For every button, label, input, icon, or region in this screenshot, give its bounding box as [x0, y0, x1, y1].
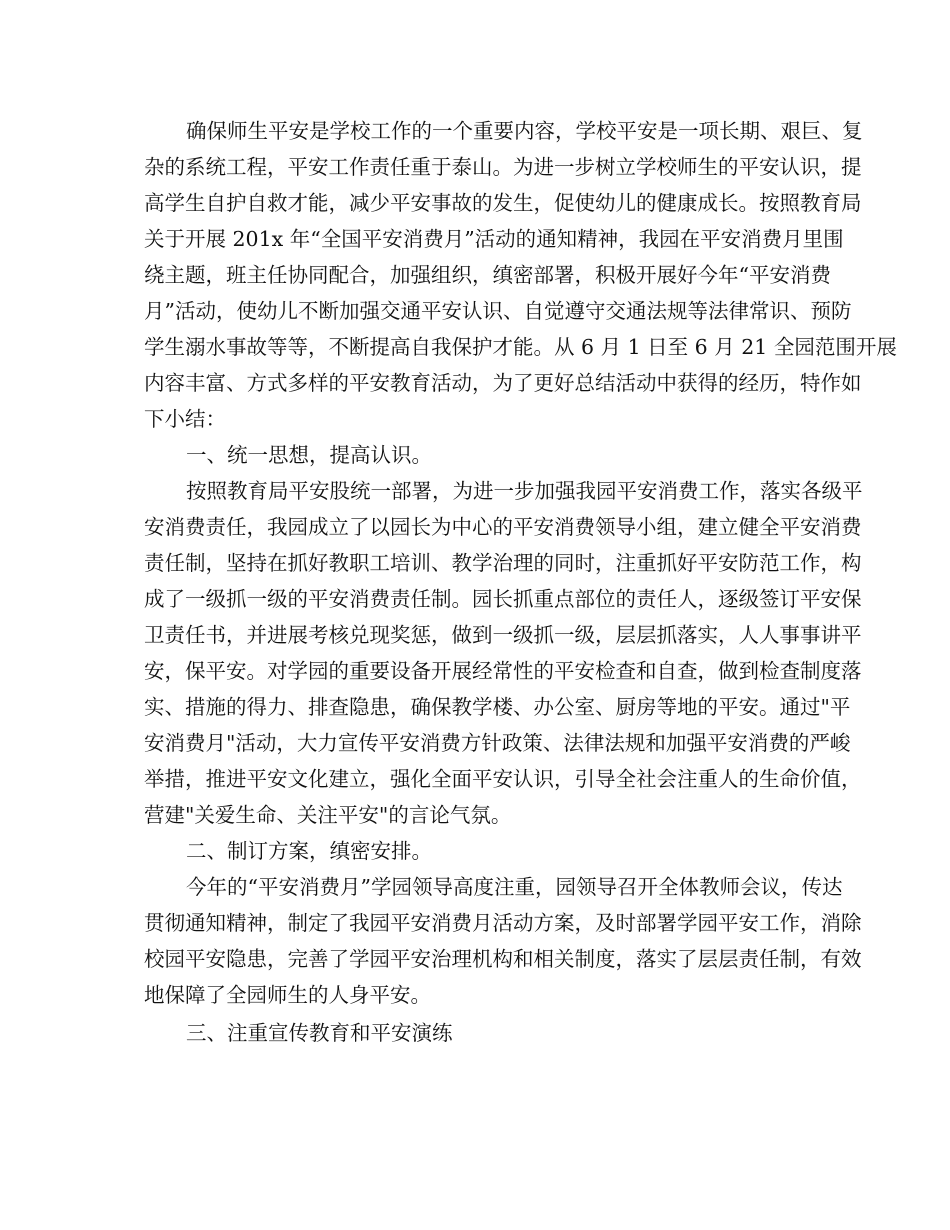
paragraph-intro-line-5: 绕主题，班主任协同配合，加强组织，缜密部署，积极开展好今年“平安消费: [144, 263, 831, 287]
section-1-line-10: 营建"关爱生命、关注平安"的言论气氛。: [144, 803, 512, 827]
section-1-line-6: 安，保平安。对学园的重要设备开展经常性的平安检查和自查，做到检查制度落: [144, 659, 862, 683]
paragraph-intro-line-4: 关于开展 201x 年“全国平安消费月”活动的通知精神，我园在平安消费月里围: [144, 227, 844, 251]
section-1-line-8: 安消费月"活动，大力宣传平安消费方针政策、法律法规和加强平安消费的严峻: [144, 731, 851, 755]
paragraph-intro-line-7: 学生溺水事故等等，不断提高自我保护才能。从 6 月 1 日至 6 月 21 全园范围开展: [144, 335, 897, 359]
section-2-line-4: 地保障了全园师生的人身平安。: [144, 983, 431, 1007]
section-2-line-3: 校园平安隐患，完善了学园平安治理机构和相关制度，落实了层层责任制，有效: [144, 947, 862, 971]
section-1-line-4: 成了一级抓一级的平安消费责任制。园长抓重点部位的责任人，逐级签订平安保: [144, 587, 862, 611]
section-1-line-5: 卫责任书，并进展考核兑现奖惩，做到一级抓一级，层层抓落实，人人事事讲平: [144, 623, 862, 647]
section-1-line-2: 安消费责任，我园成立了以园长为中心的平安消费领导小组，建立健全平安消费: [144, 515, 862, 539]
section-heading-3: 三、注重宣传教育和平安演练: [186, 1021, 453, 1045]
section-2-line-1: 今年的“平安消费月”学园领导高度注重，园领导召开全体教师会议，传达: [186, 875, 843, 899]
section-1-line-1: 按照教育局平安股统一部署，为进一步加强我园平安消费工作，落实各级平: [186, 479, 863, 503]
paragraph-intro-line-6: 月”活动，使幼儿不断加强交通平安认识、自觉遵守交通法规等法律常识、预防: [144, 299, 852, 323]
paragraph-intro-line-3: 高学生自护自救才能，减少平安事故的发生，促使幼儿的健康成长。按照教育局: [144, 191, 862, 215]
section-1-line-3: 责任制，坚持在抓好教职工培训、教学治理的同时，注重抓好平安防范工作，构: [144, 551, 862, 575]
paragraph-intro-line-9: 下小结：: [144, 407, 226, 431]
paragraph-intro-line-2: 杂的系统工程，平安工作责任重于泰山。为进一步树立学校师生的平安认识，提: [144, 155, 862, 179]
section-1-line-9: 举措，推进平安文化建立，强化全面平安认识，引导全社会注重人的生命价值，: [144, 767, 862, 791]
section-2-line-2: 贯彻通知精神，制定了我园平安消费月活动方案，及时部署学园平安工作，消除: [144, 911, 862, 935]
paragraph-intro-line-8: 内容丰富、方式多样的平安教育活动，为了更好总结活动中获得的经历，特作如: [144, 371, 862, 395]
paragraph-intro-line-1: 确保师生平安是学校工作的一个重要内容，学校平安是一项长期、艰巨、复: [186, 119, 863, 143]
section-heading-1: 一、统一思想，提高认识。: [186, 443, 432, 467]
section-1-line-7: 实、措施的得力、排查隐患，确保教学楼、办公室、厨房等地的平安。通过"平: [144, 695, 851, 719]
section-heading-2: 二、制订方案，缜密安排。: [186, 839, 432, 863]
